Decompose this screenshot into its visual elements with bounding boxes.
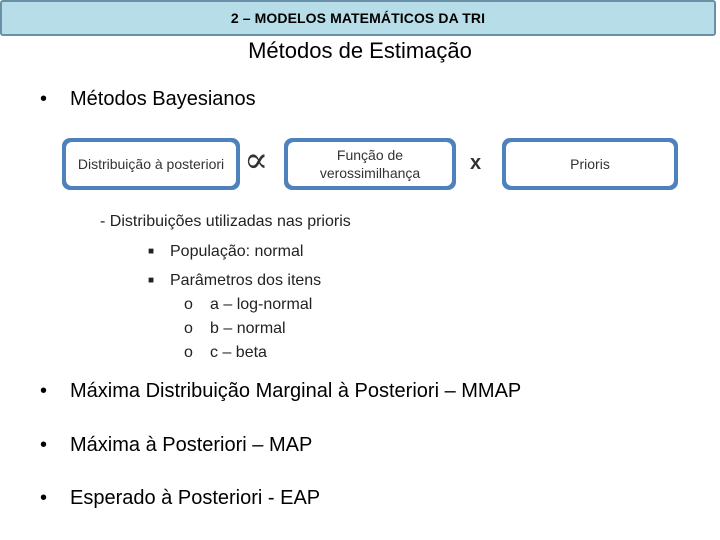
bullet-eap-text: Esperado à Posteriori - EAP: [70, 487, 321, 509]
bullet-map: [40, 434, 312, 457]
circle-bullet-icon: o: [184, 344, 193, 361]
bullet-dot-icon: •: [40, 380, 48, 402]
priors-label: Prioris: [506, 142, 674, 186]
header-title: 2 – MODELOS MATEMÁTICOS DA TRI: [230, 10, 486, 26]
param-b-item: [184, 320, 286, 338]
param-a-text: a – log-normal: [210, 296, 313, 313]
bullet-dot-icon: •: [40, 487, 48, 509]
posterior-box: [62, 138, 240, 190]
bullet-bayesian-text: Métodos Bayesianos: [70, 88, 256, 110]
param-c-item: [184, 344, 267, 362]
circle-bullet-icon: o: [184, 320, 193, 337]
priors-item-params-item: [148, 272, 321, 290]
bullet-mmap: [40, 380, 521, 403]
bullet-dot-icon: •: [40, 434, 48, 456]
priors-intro: - Distribuições utilizadas nas prioris: [100, 213, 351, 230]
priors-item-params-text: Parâmetros dos itens: [170, 272, 322, 289]
header-bar: [0, 0, 716, 36]
bullet-map-text: Máxima à Posteriori – MAP: [70, 434, 313, 456]
bullet-eap: [40, 487, 320, 510]
param-c-text: c – beta: [210, 344, 267, 361]
proportional-symbol: ∝: [244, 140, 269, 181]
priors-box: [502, 138, 678, 190]
square-bullet-icon: ■: [148, 246, 155, 257]
priors-population-item: [148, 243, 303, 261]
times-symbol: x: [470, 152, 482, 174]
circle-bullet-icon: o: [184, 296, 193, 313]
likelihood-box: [284, 138, 456, 190]
bullet-bayesian: [40, 88, 256, 111]
posterior-label: Distribuição à posteriori: [66, 142, 236, 186]
param-a-item: [184, 296, 312, 314]
likelihood-label: Função de verossimilhança: [288, 142, 452, 186]
slide-title: Métodos de Estimação: [248, 38, 472, 63]
bullet-mmap-text: Máxima Distribuição Marginal à Posteriori – MMAP: [70, 380, 522, 402]
priors-population-text: População: normal: [170, 243, 304, 260]
param-b-text: b – normal: [210, 320, 286, 337]
bullet-dot-icon: •: [40, 88, 48, 110]
square-bullet-icon: ■: [148, 275, 155, 286]
